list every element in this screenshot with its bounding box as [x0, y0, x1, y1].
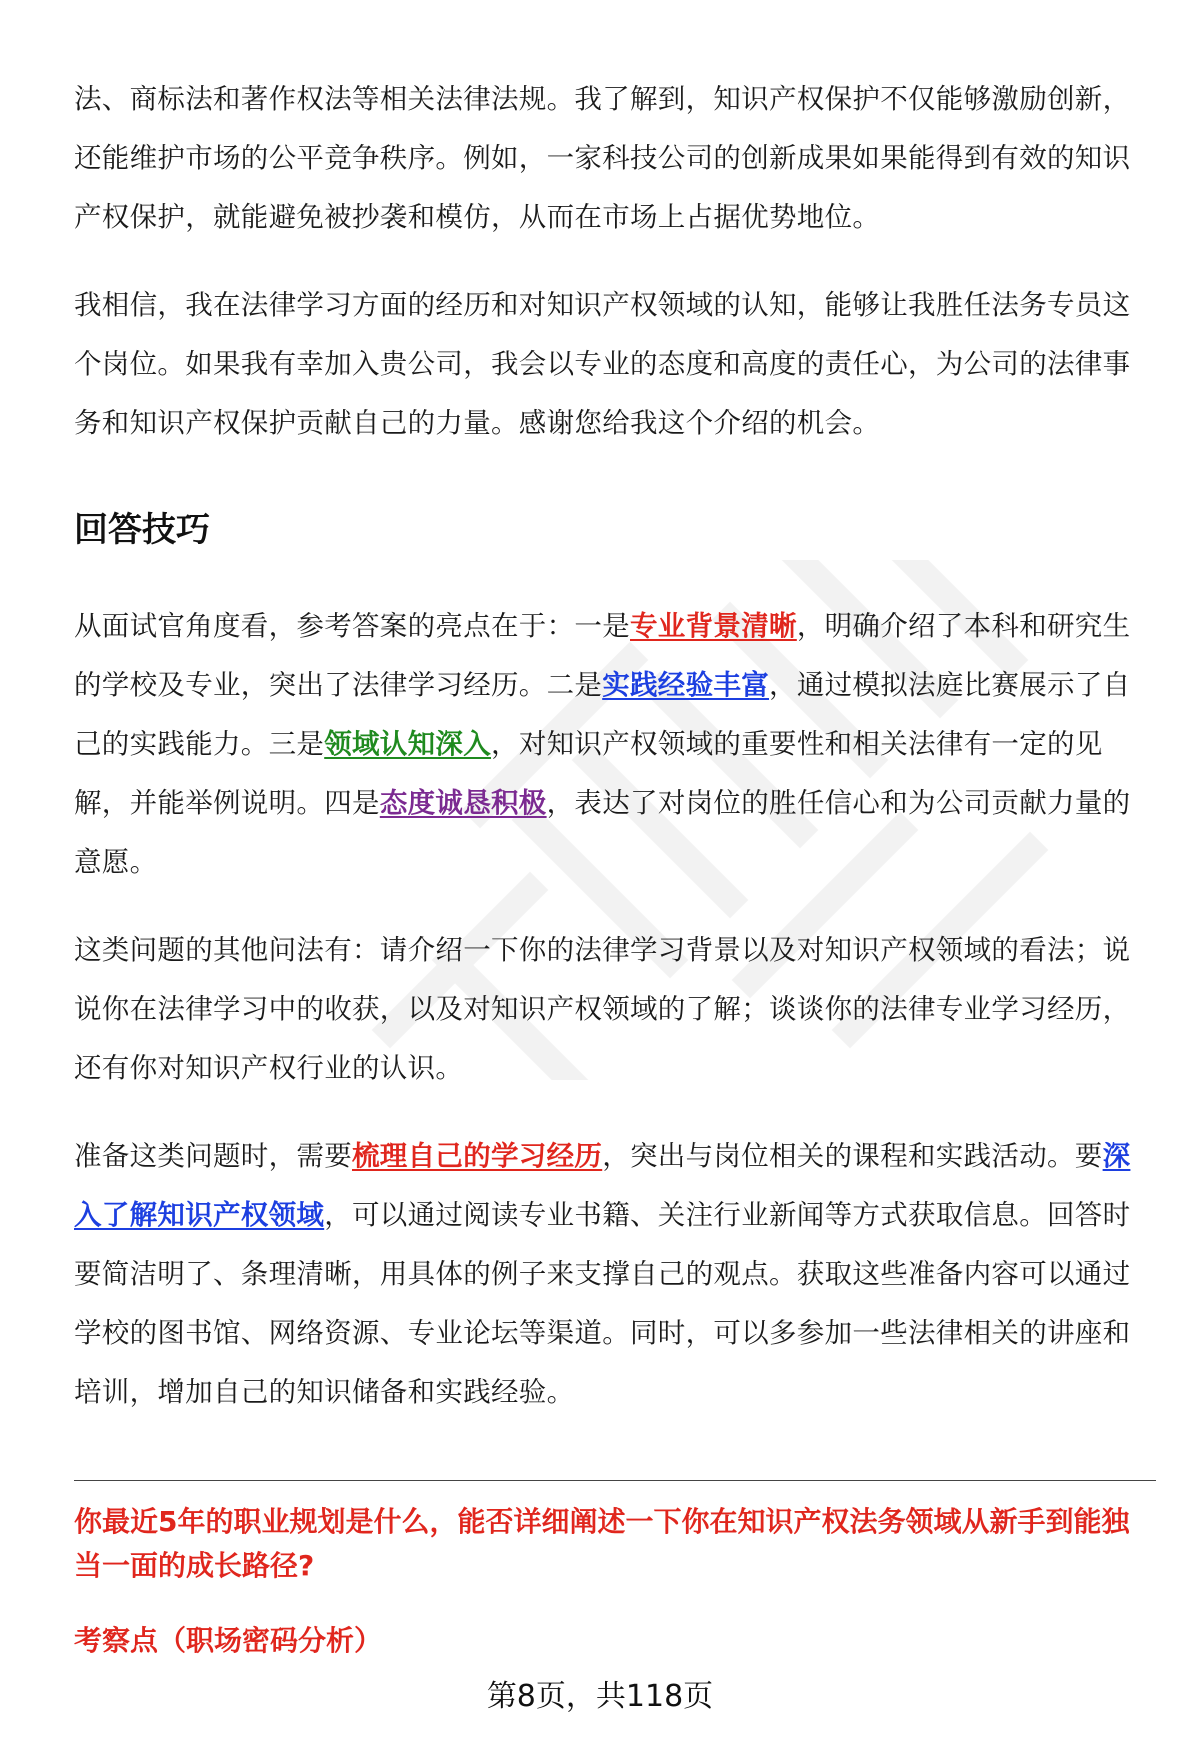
highlight-review-study-experience: 梳理自己的学习经历 — [352, 1140, 603, 1172]
next-question: 你最近5年的职业规划是什么，能否详细阐述一下你在知识产权法务领域从新手到能独当一面的成长路径? — [74, 1505, 1130, 1582]
paragraph-preparation-tips: 准备这类问题时，需要梳理自己的学习经历，突出与岗位相关的课程和实践活动。要深入了解知识产权领域，可以通过阅读专业书籍、关注行业新闻等方式获取信息。回答时要简洁明了、条理清晰，用具体的例子来支撑自己的观点。获取这些准备内容可以通过学校的图书馆、网络资源、专业论坛等渠道。同时，可以多参加一些法律相关的讲座和培训，增加自己的知识储备和实践经验。 — [74, 1140, 1131, 1408]
page-number: 第8页，共118页 — [486, 1679, 714, 1714]
section-title: 回答技巧 — [74, 510, 210, 550]
paragraph-alternative-questions: 这类问题的其他问法有：请介绍一下你的法律学习背景以及对知识产权领域的看法；说说你在法律学习中的收获，以及对知识产权领域的了解；谈谈你的法律专业学习经历，还有你对知识产权行业的认识。 — [74, 934, 1131, 1084]
paragraph-closing-statement: 我相信，我在法律学习方面的经历和对知识产权领域的认知，能够让我胜任法务专员这个岗位。如果我有幸加入贵公司，我会以专业的态度和高度的责任心，为公司的法律事务和知识产权保护贡献自己的力量。感谢您给我这个介绍的机会。 — [74, 289, 1131, 439]
highlight-professional-background: 专业背景清晰 — [630, 610, 797, 642]
document-body — [74, 70, 1154, 1422]
section-divider — [74, 1480, 1156, 1481]
next-question-subhead: 考察点（职场密码分析） — [74, 1624, 383, 1657]
highlight-understand-ip-field: 深入了解知识产权领域 — [74, 1140, 1131, 1231]
highlight-practical-experience: 实践经验丰富 — [602, 669, 770, 701]
paragraph-answer-highlights: 从面试官角度看，参考答案的亮点在于：一是专业背景清晰，明确介绍了本科和研究生的学校及专业，突出了法律学习经历。二是实践经验丰富，通过模拟法庭比赛展示了自己的实践能力。三是领域认知深入，对知识产权领域的重要性和相关法律有一定的见解，并能举例说明。四是态度诚恳积极，表达了对岗位的胜任信心和为公司贡献力量的意愿。 — [74, 610, 1131, 878]
highlight-sincere-attitude: 态度诚恳积极 — [379, 787, 547, 819]
highlight-domain-knowledge: 领域认知深入 — [324, 728, 492, 760]
paragraph-law-knowledge: 法、商标法和著作权法等相关法律法规。我了解到，知识产权保护不仅能够激励创新，还能维护市场的公平竞争秩序。例如，一家科技公司的创新成果如果能得到有效的知识产权保护，就能避免被抄袭和模仿，从而在市场上占据优势地位。 — [74, 83, 1131, 233]
